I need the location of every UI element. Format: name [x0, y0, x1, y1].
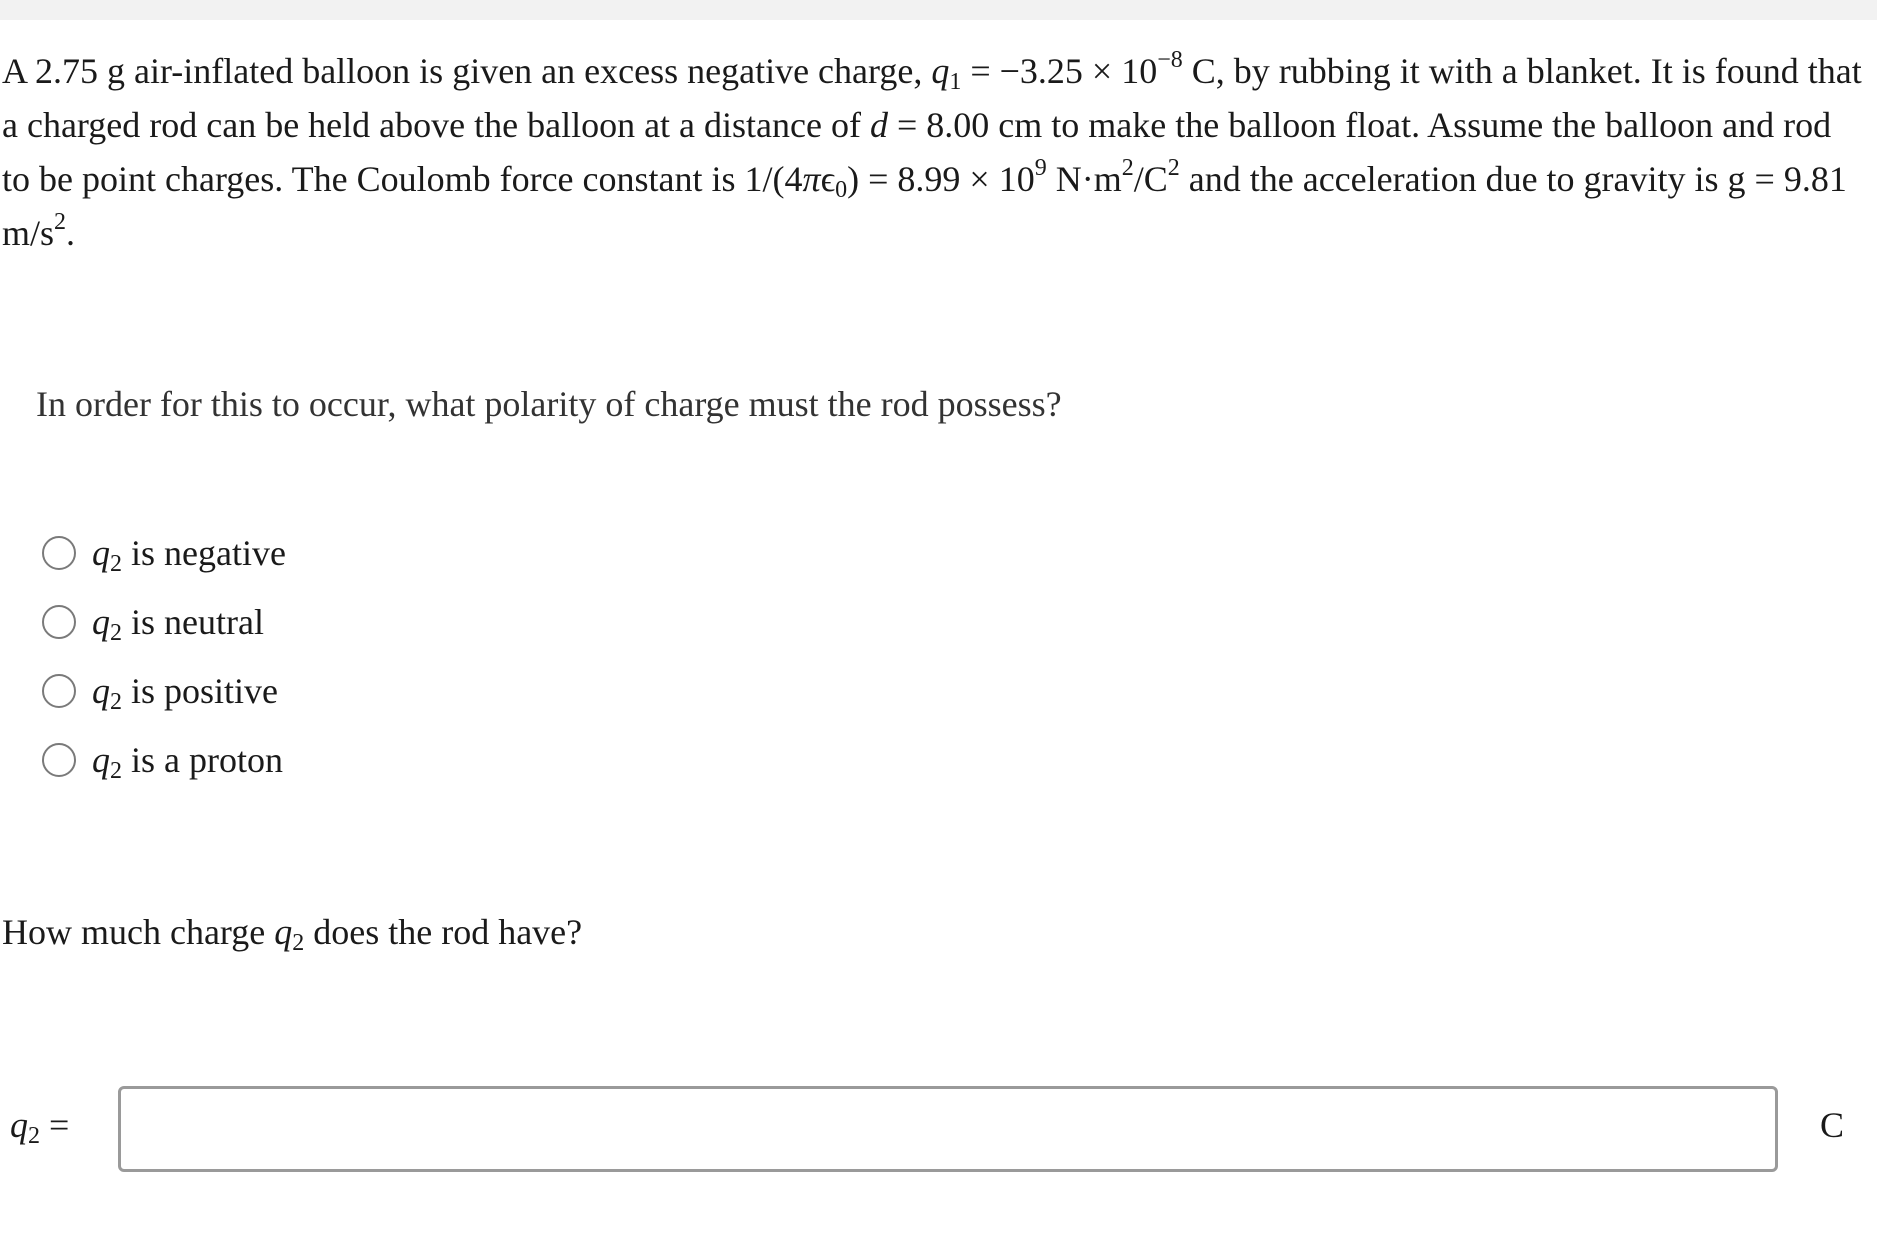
question-polarity: In order for this to occur, what polarity of charge must the rod possess?: [36, 384, 1062, 424]
problem-text: ) = 8.99 × 10: [847, 159, 1035, 199]
epsilon-subscript: 0: [835, 177, 848, 203]
problem-text: N·m: [1046, 159, 1122, 199]
problem-text: and the acceleration due to gravity is g = 9.81 m/s: [2, 159, 1847, 253]
problem-text: C, by rubbing it with a blanket. It is found that a charged rod can be held above the balloon at a distance of: [2, 51, 1862, 145]
exponent: 2: [54, 209, 67, 235]
problem-statement: [2, 44, 1862, 260]
option-label: $q_2$ is a proton: [92, 739, 283, 784]
pi-symbol: π: [802, 159, 821, 199]
option-positive[interactable]: [42, 656, 642, 725]
answer-label: $q_2$ =: [10, 1105, 70, 1149]
option-label: $q_2$ is negative: [92, 532, 286, 577]
radio-button[interactable]: [42, 674, 76, 708]
top-band: [0, 0, 1877, 20]
option-label: $q_2$ is positive: [92, 670, 279, 715]
radio-button[interactable]: [42, 536, 76, 570]
option-proton[interactable]: [42, 725, 642, 794]
epsilon-symbol: ϵ: [820, 159, 836, 199]
d-symbol: d: [869, 105, 888, 145]
radio-button[interactable]: [42, 605, 76, 639]
problem-text: A 2.75 g air-inflated balloon is given an excess negative charge,: [2, 51, 932, 91]
option-negative[interactable]: [42, 518, 642, 587]
charge-answer-input[interactable]: [118, 1086, 1778, 1172]
exponent: −8: [1157, 47, 1183, 73]
radio-button[interactable]: [42, 743, 76, 777]
exponent: 2: [1121, 155, 1134, 181]
problem-text: = 8.00 cm to make the balloon float. Assume the balloon and rod to be point charges. The Coulomb force constant is 1/(4: [2, 105, 1832, 199]
exponent: 9: [1034, 155, 1047, 181]
polarity-options: [42, 518, 642, 794]
unit-label: C: [1820, 1105, 1845, 1145]
question-charge-amount: How much charge $q_2$ does the rod have?: [2, 912, 583, 956]
problem-text: /C: [1133, 159, 1168, 199]
problem-page: [0, 20, 1877, 1250]
answer-row: [0, 1086, 1877, 1172]
problem-text: = −3.25 × 10: [961, 51, 1158, 91]
exponent: 2: [1167, 155, 1180, 181]
option-label: $q_2$ is neutral: [92, 601, 264, 646]
problem-text: .: [66, 213, 76, 253]
option-neutral[interactable]: [42, 587, 642, 656]
q1-symbol: q: [931, 51, 950, 91]
q1-subscript: 1: [949, 69, 962, 95]
